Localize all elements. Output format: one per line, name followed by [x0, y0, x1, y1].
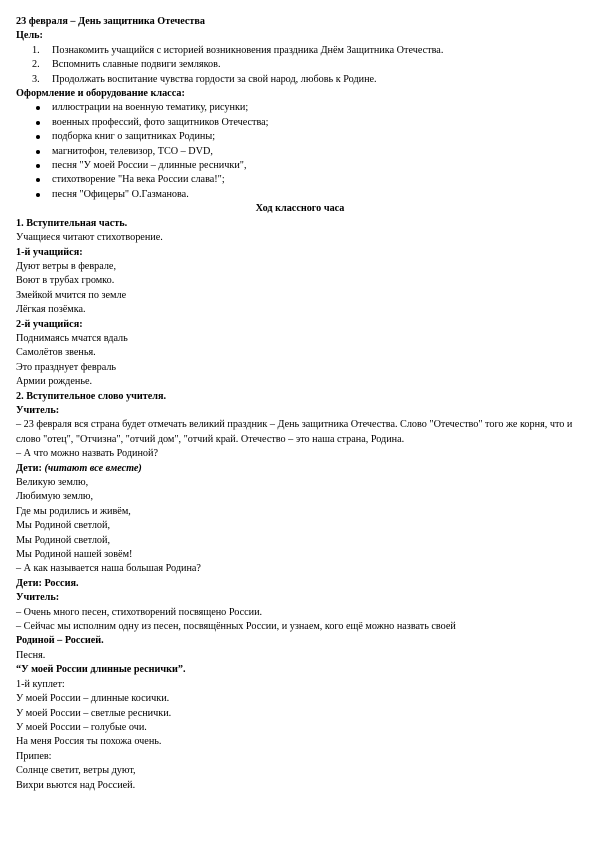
chorus-label: Припев:: [16, 750, 52, 762]
equipment-list: [16, 101, 584, 202]
equipment-heading: Оформление и оборудование класса:: [16, 88, 185, 100]
children-answer: Дети: Россия.: [16, 577, 79, 589]
poem-line: Мы Родиной светлой,: [16, 520, 111, 532]
teacher-label: Учитель:: [16, 592, 60, 604]
equipment-item: стихотворение "На века России слава!";: [16, 173, 584, 187]
children-label-row: [16, 462, 584, 476]
goal-item: 2. Вспомнить славные подвиги земляков.: [32, 59, 221, 71]
song-line: На меня Россия ты похожа очень.: [16, 736, 162, 748]
song-line: Вихри вьются над Россией.: [16, 779, 136, 791]
teacher-paragraph: – 23 февраля вся страна будет отмечать великий праздник – День защитника Отечества. Слово "Отечество" того же корня, что и слово "отец", "Отчизна", "отчий дом", "отчий край. Отечество – это наша страна, Родина.: [16, 419, 573, 445]
poem-line: Лёгкая позёмка.: [16, 304, 86, 316]
song-line: У моей России – длинные косички.: [16, 693, 170, 705]
children-note: (читают все вместе): [44, 462, 142, 474]
poem-line: Армии рожденье.: [16, 376, 93, 388]
equipment-item: песня "Офицеры" О.Газманова.: [16, 188, 584, 202]
bullet-icon: [36, 178, 40, 182]
equipment-item: иллюстрации на военную тематику, рисунки;: [16, 101, 584, 115]
teacher-label: Учитель:: [16, 404, 60, 416]
bullet-icon: [36, 135, 40, 139]
poem-line: Самолётов звенья.: [16, 347, 96, 359]
document-page: [16, 15, 584, 793]
document-title: 23 февраля – День защитника Отечества: [16, 16, 205, 27]
poem-line: Где мы родились и живём,: [16, 505, 131, 517]
poem-line: Поднимаясь мчатся вдаль: [16, 332, 128, 344]
goal-heading: Цель:: [16, 30, 43, 42]
course-heading: Ход классного часа: [255, 203, 345, 215]
poem-line: Дуют ветры в феврале,: [16, 260, 116, 272]
equipment-item: подборка книг о защитниках Родины;: [16, 130, 584, 144]
question-big: – А как называется наша большая Родина?: [16, 563, 201, 575]
student2-heading: 2-й учащийся:: [16, 318, 83, 330]
teacher-line-end: Родиной – Россией.: [16, 635, 104, 647]
poem-line: Змейкой мчится по земле: [16, 289, 127, 301]
equipment-item: магнитофон, телевизор, ТСО – DVD,: [16, 145, 584, 159]
teacher-question: – А что можно назвать Родиной?: [16, 448, 158, 460]
song-line: У моей России – светлые реснички.: [16, 707, 172, 719]
poem-line: Воют в трубах громко.: [16, 275, 115, 287]
poem-line: Это празднует февраль: [16, 361, 117, 373]
teacher-intro-heading: 2. Вступительное слово учителя.: [16, 390, 167, 402]
poem-line: Мы Родиной нашей зовём!: [16, 549, 133, 561]
song-title: “У моей России длинные реснички”.: [16, 664, 186, 676]
bullet-icon: [36, 150, 40, 154]
equipment-item: песня "У моей России – длинные реснички",: [16, 159, 584, 173]
poem-line: Мы Родиной светлой,: [16, 534, 111, 546]
goal-item: 1. Познакомить учащийся с историей возникновения праздника Днём Защитника Отечества.: [32, 44, 444, 56]
bullet-icon: [36, 121, 40, 125]
bullet-icon: [36, 193, 40, 197]
children-label: Дети:: [16, 462, 42, 474]
verse-label: 1-й куплет:: [16, 678, 65, 690]
intro-heading: 1. Вступительная часть.: [16, 217, 128, 229]
equipment-item: военных профессий, фото защитников Отечества;: [16, 116, 584, 130]
poem-line: Великую землю,: [16, 477, 89, 488]
goal-list: [16, 44, 584, 87]
poem-line: Любимую землю,: [16, 491, 94, 503]
song-line: У моей России – голубые очи.: [16, 721, 147, 733]
teacher-line: – Очень много песен, стихотворений посвящено России.: [16, 606, 263, 618]
teacher-line: – Сейчас мы исполним одну из песен, посвящённых России, и узнаем, кого ещё можно назвать своей: [16, 621, 456, 633]
bullet-icon: [36, 106, 40, 110]
bullet-icon: [36, 164, 40, 168]
song-label: Песня.: [16, 649, 46, 661]
intro-text: Учащиеся читают стихотворение.: [16, 232, 163, 244]
song-line: Солнце светит, ветры дуют,: [16, 765, 136, 777]
goal-item: 3. Продолжать воспитание чувства гордости за свой народ, любовь к Родине.: [32, 73, 377, 85]
student1-heading: 1-й учащийся:: [16, 246, 83, 258]
